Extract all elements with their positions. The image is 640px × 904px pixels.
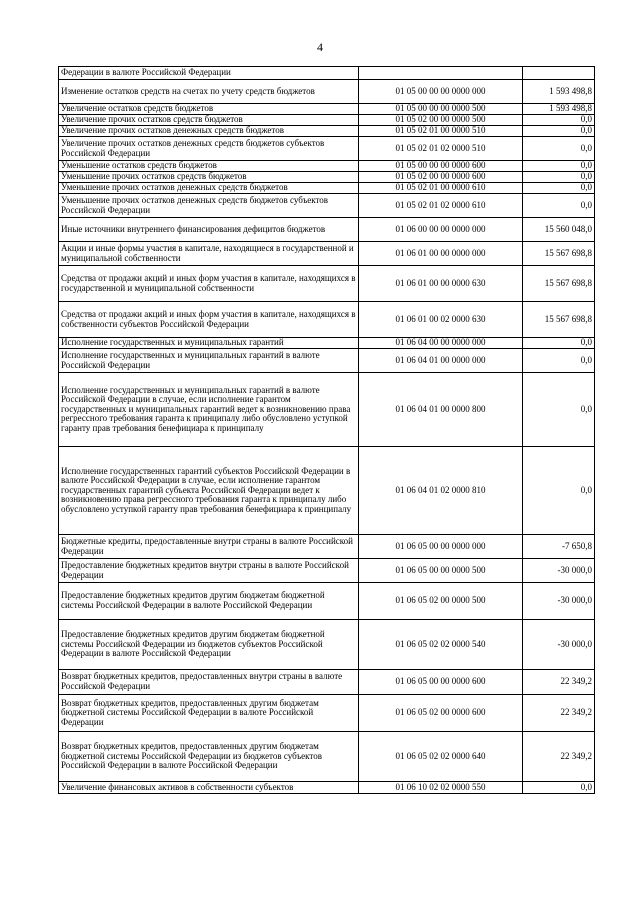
row-name: Увеличение прочих остатков денежных средств бюджетов субъектов Российской Федерации: [59, 137, 359, 161]
row-name: Исполнение государственных и муниципальных гарантий в валюте Российской Федерации: [59, 349, 359, 373]
row-code: 01 05 02 01 02 0000 510: [359, 137, 523, 161]
row-name: Увеличение прочих остатков средств бюджетов: [59, 115, 359, 126]
row-amount: 0,0: [523, 338, 595, 349]
row-amount: 0,0: [523, 183, 595, 194]
table-row: [59, 242, 595, 266]
row-name: Уменьшение прочих остатков денежных средств бюджетов: [59, 183, 359, 194]
row-amount: 15 567 698,8: [523, 302, 595, 338]
row-amount: 22 349,2: [523, 670, 595, 695]
table-row: [59, 126, 595, 137]
table-row: [59, 349, 595, 373]
table-row: [59, 373, 595, 447]
row-amount: 15 567 698,8: [523, 242, 595, 266]
row-amount: 0,0: [523, 126, 595, 137]
row-name: Возврат бюджетных кредитов, предоставленных другим бюджетам бюджетной системы Российской Федерации в валюте Российской Федерации: [59, 695, 359, 732]
row-name: Средства от продажи акций и иных форм участия в капитале, находящихся в государственной и муниципальной собственности: [59, 266, 359, 302]
table-row: [59, 782, 595, 794]
row-name: Возврат бюджетных кредитов, предоставленных другим бюджетам бюджетной системы Российской Федерации из бюджетов субъектов Российской Федерации в валюте Российской Федерации: [59, 732, 359, 782]
row-name: Исполнение государственных гарантий субъектов Российской Федерации в валюте Российской Федерации в случае, если исполнение гарантом государственных гарантий субъекта Российской Федерации ведет к возникновению права регрессного требования гаранта к принципалу либо обусловлено уступкой гаранту прав требования бенефициара к принципалу: [59, 447, 359, 535]
row-amount: 0,0: [523, 373, 595, 447]
row-name: Бюджетные кредиты, предоставленные внутри страны в валюте Российской Федерации: [59, 535, 359, 559]
row-code: 01 06 05 00 00 0000 000: [359, 535, 523, 559]
row-name: Уменьшение прочих остатков средств бюджетов: [59, 172, 359, 183]
row-name: Уменьшение остатков средств бюджетов: [59, 161, 359, 172]
row-name: Изменение остатков средств на счетах по учету средств бюджетов: [59, 80, 359, 104]
row-code: 01 06 04 01 00 0000 800: [359, 373, 523, 447]
row-amount: 0,0: [523, 782, 595, 794]
row-amount: 22 349,2: [523, 732, 595, 782]
row-amount: -30 000,0: [523, 620, 595, 670]
table-row: [59, 302, 595, 338]
table-row: [59, 194, 595, 218]
row-code: 01 05 00 00 00 0000 000: [359, 80, 523, 104]
row-code: 01 06 01 00 00 0000 630: [359, 266, 523, 302]
row-amount: 0,0: [523, 115, 595, 126]
row-amount: [523, 67, 595, 80]
row-amount: -30 000,0: [523, 583, 595, 620]
row-code: 01 06 01 00 00 0000 000: [359, 242, 523, 266]
row-name: Возврат бюджетных кредитов, предоставленных внутри страны в валюте Российской Федерации: [59, 670, 359, 695]
table-row: [59, 620, 595, 670]
row-code: 01 06 04 01 02 0000 810: [359, 447, 523, 535]
row-code: 01 06 05 02 02 0000 540: [359, 620, 523, 670]
row-amount: -7 650,8: [523, 535, 595, 559]
row-name: Исполнение государственных и муниципальных гарантий в валюте Российской Федерации в случае, если исполнение гарантом государственных и муниципальных гарантий ведет к возникновению права регрессного требования гаранта к принципалу либо обусловлено уступкой гаранту прав требования бенефициара к принципалу: [59, 373, 359, 447]
table-row: [59, 218, 595, 242]
row-name: Предоставление бюджетных кредитов внутри страны в валюте Российской Федерации: [59, 559, 359, 583]
row-code: 01 06 05 02 00 0000 600: [359, 695, 523, 732]
row-code: 01 06 05 02 02 0000 640: [359, 732, 523, 782]
row-code: 01 06 04 01 00 0000 000: [359, 349, 523, 373]
table-row: [59, 115, 595, 126]
row-code: 01 06 10 02 02 0000 550: [359, 782, 523, 794]
row-name: Средства от продажи акций и иных форм участия в капитале, находящихся в собственности субъектов Российской Федерации: [59, 302, 359, 338]
row-name: Предоставление бюджетных кредитов другим бюджетам бюджетной системы Российской Федерации в валюте Российской Федерации: [59, 583, 359, 620]
table-row: [59, 535, 595, 559]
row-code: 01 05 00 00 00 0000 500: [359, 104, 523, 115]
row-name: Федерации в валюте Российской Федерации: [59, 67, 359, 80]
table-row: [59, 161, 595, 172]
row-amount: 0,0: [523, 447, 595, 535]
budget-sources-table: [58, 66, 595, 794]
table-row: [59, 80, 595, 104]
table-row: [59, 104, 595, 115]
row-name: Предоставление бюджетных кредитов другим бюджетам бюджетной системы Российской Федерации из бюджетов субъектов Российской Федерации в валюте Российской Федерации: [59, 620, 359, 670]
row-amount: 0,0: [523, 161, 595, 172]
row-amount: 0,0: [523, 194, 595, 218]
table-row: [59, 172, 595, 183]
row-name: Иные источники внутреннего финансирования дефицитов бюджетов: [59, 218, 359, 242]
table-row: [59, 266, 595, 302]
row-name: Увеличение прочих остатков денежных средств бюджетов: [59, 126, 359, 137]
row-code: 01 05 02 01 00 0000 610: [359, 183, 523, 194]
row-code: 01 05 02 01 00 0000 510: [359, 126, 523, 137]
row-code: 01 05 00 00 00 0000 600: [359, 161, 523, 172]
row-code: 01 06 05 02 00 0000 500: [359, 583, 523, 620]
row-code: 01 05 02 00 00 0000 500: [359, 115, 523, 126]
row-amount: 0,0: [523, 172, 595, 183]
row-amount: 22 349,2: [523, 695, 595, 732]
row-code: 01 05 02 00 00 0000 600: [359, 172, 523, 183]
table-row: [59, 695, 595, 732]
table-row: [59, 183, 595, 194]
row-code: 01 06 05 00 00 0000 500: [359, 559, 523, 583]
row-amount: 1 593 498,8: [523, 104, 595, 115]
row-name: Уменьшение прочих остатков денежных средств бюджетов субъектов Российской Федерации: [59, 194, 359, 218]
row-amount: 0,0: [523, 349, 595, 373]
table-row: [59, 670, 595, 695]
row-amount: 0,0: [523, 137, 595, 161]
table-row: [59, 583, 595, 620]
row-name: Увеличение остатков средств бюджетов: [59, 104, 359, 115]
row-amount: 1 593 498,8: [523, 80, 595, 104]
row-code: [359, 67, 523, 80]
row-code: 01 06 04 00 00 0000 000: [359, 338, 523, 349]
row-amount: -30 000,0: [523, 559, 595, 583]
table-row: [59, 338, 595, 349]
table-row: [59, 447, 595, 535]
row-code: 01 06 00 00 00 0000 000: [359, 218, 523, 242]
row-amount: 15 560 048,0: [523, 218, 595, 242]
table-row: [59, 137, 595, 161]
page-number: 4: [317, 40, 323, 54]
table-row: [59, 732, 595, 782]
row-name: Увеличение финансовых активов в собственности субъектов: [59, 782, 359, 794]
table-row: [59, 559, 595, 583]
table-row: [59, 67, 595, 80]
row-code: 01 06 05 00 00 0000 600: [359, 670, 523, 695]
row-amount: 15 567 698,8: [523, 266, 595, 302]
row-code: 01 05 02 01 02 0000 610: [359, 194, 523, 218]
row-code: 01 06 01 00 02 0000 630: [359, 302, 523, 338]
row-name: Акции и иные формы участия в капитале, находящиеся в государственной и муниципальной собственности: [59, 242, 359, 266]
row-name: Исполнение государственных и муниципальных гарантий: [59, 338, 359, 349]
